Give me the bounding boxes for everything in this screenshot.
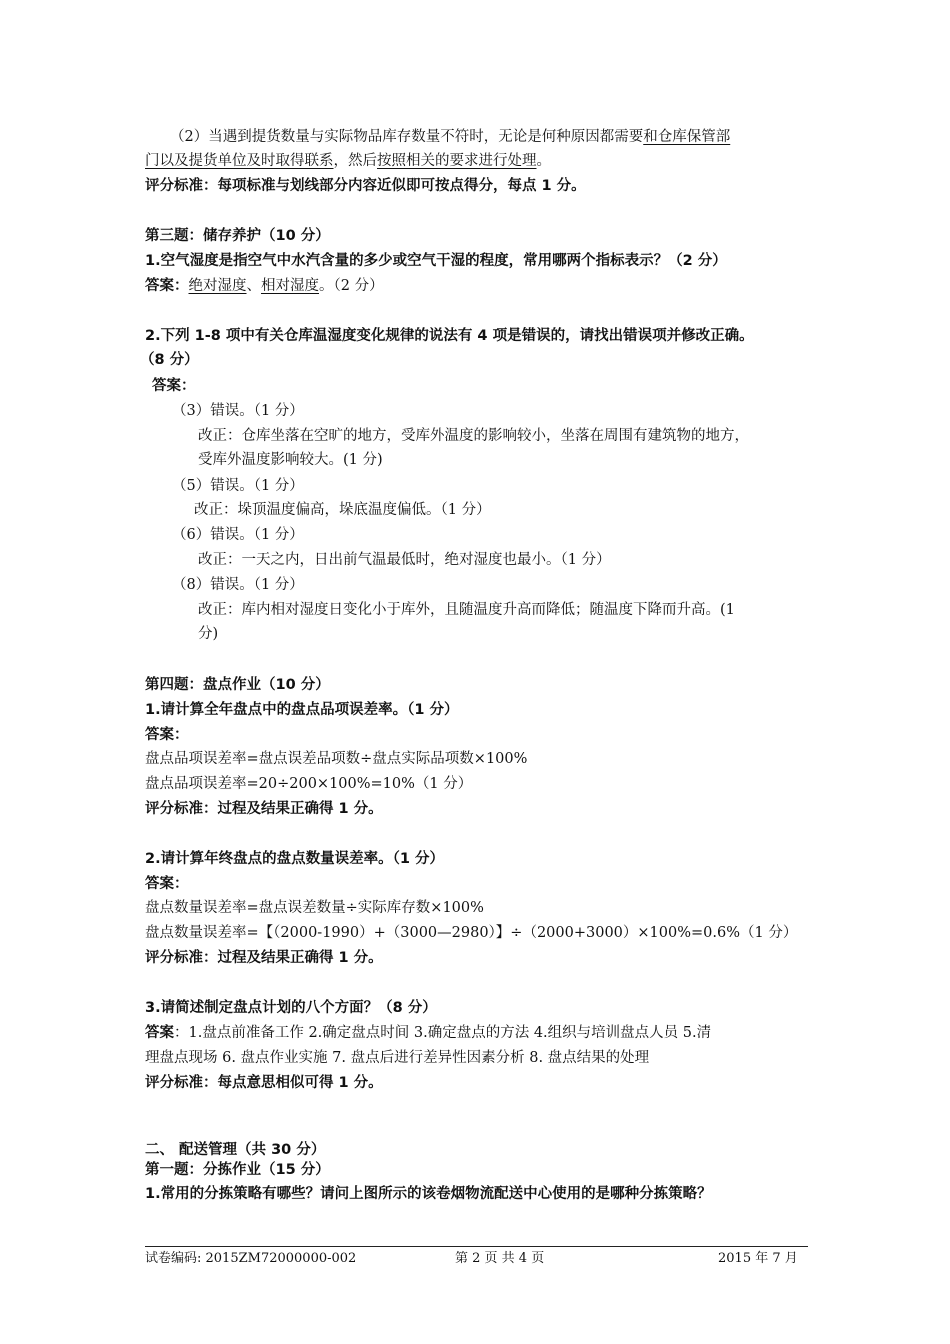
list-item: （6）错误。（1 分）: [172, 527, 304, 543]
question: 1.请计算全年盘点中的盘点品项误差率。（1 分）: [145, 702, 459, 718]
formula: 盘点品项误差率=20÷200×100%=10%（1 分）: [145, 776, 473, 792]
part-heading: 二、 配送管理（共 30 分）: [145, 1142, 326, 1158]
scoring-standard: 评分标准：每点意思相似可得 1 分。: [145, 1075, 383, 1091]
list-item-detail: 改正：垛顶温度偏高，垛底温度偏低。（1 分）: [194, 502, 491, 518]
underlined-text: 门以及提货单位及时取得联系: [145, 153, 334, 169]
scoring-standard: 评分标准：过程及结果正确得 1 分。: [145, 950, 383, 966]
question: 2.请计算年终盘点的盘点数量误差率。（1 分）: [145, 851, 444, 867]
section-heading: 第一题：分拣作业（15 分）: [145, 1162, 330, 1178]
formula: 盘点数量误差率=【（2000-1990）+（3000—2980）】÷（2000+3000）×100%=0.6%（1 分）: [145, 925, 798, 941]
answer-label: 答案：: [145, 278, 189, 294]
text: 、: [246, 278, 261, 294]
text: ，然后: [333, 153, 377, 169]
text: 。（2 分）: [319, 278, 384, 294]
underlined-text: 相对湿度: [261, 278, 319, 294]
formula: 盘点品项误差率=盘点误差品项数÷盘点实际品项数×100%: [145, 751, 528, 767]
text: ：1.盘点前准备工作 2.确定盘点时间 3.确定盘点的方法 4.组织与培训盘点人员 5.清: [174, 1025, 712, 1041]
underlined-text: 绝对湿度: [188, 278, 247, 294]
scoring-standard: 评分标准：每项标准与划线部分内容近似即可按点得分，每点 1 分。: [145, 178, 586, 194]
underlined-text: 和仓库保管部: [643, 129, 731, 145]
text: 。: [536, 153, 551, 169]
section-heading: 第四题：盘点作业（10 分）: [145, 677, 330, 693]
page-number: 第 2 页 共 4 页: [455, 1251, 545, 1266]
answer-label: 答案：: [145, 876, 189, 892]
answer-label: 答案：: [145, 727, 189, 743]
section-heading: 第三题：储存养护（10 分）: [145, 228, 330, 244]
list-item: （8）错误。（1 分）: [172, 577, 304, 593]
answer-line: 理盘点现场 6. 盘点作业实施 7. 盘点后进行差异性因素分析 8. 盘点结果的处理: [145, 1050, 650, 1066]
list-item-detail: 分): [198, 626, 219, 642]
question: 1.常用的分拣策略有哪些？请问上图所示的该卷烟物流配送中心使用的是哪种分拣策略？: [145, 1186, 712, 1202]
answer-label: 答案：: [152, 378, 196, 394]
answer-line: [145, 276, 384, 296]
question: （8 分）: [140, 352, 199, 368]
exam-code: 试卷编码: 2015ZM72000000-002: [145, 1251, 357, 1266]
list-item: （3）错误。（1 分）: [172, 403, 304, 419]
paragraph-line: [145, 151, 551, 171]
paragraph-line: [170, 127, 730, 147]
list-item-detail: 改正：一天之内，日出前气温最低时，绝对湿度也最小。（1 分）: [198, 552, 611, 568]
list-item: （5）错误。（1 分）: [172, 478, 304, 494]
list-item-detail: 改正：仓库坐落在空旷的地方，受库外温度的影响较小，坐落在周围有建筑物的地方，: [198, 428, 749, 444]
footer-divider: [145, 1246, 808, 1247]
question: 2.下列 1-8 项中有关仓库温湿度变化规律的说法有 4 项是错误的，请找出错误项并修改正确。: [145, 328, 754, 344]
exam-date: 2015 年 7 月: [718, 1251, 798, 1266]
answer-label: 答案: [145, 1025, 174, 1041]
answer-line: [145, 1023, 711, 1043]
question: 1.空气湿度是指空气中水汽含量的多少或空气干湿的程度，常用哪两个指标表示？（2 分）: [145, 253, 727, 269]
question: 3.请简述制定盘点计划的八个方面？（8 分）: [145, 1000, 437, 1016]
list-item-detail: 受库外温度影响较大。(1 分): [198, 452, 383, 468]
scoring-standard: 评分标准：过程及结果正确得 1 分。: [145, 801, 383, 817]
formula: 盘点数量误差率=盘点误差数量÷实际库存数×100%: [145, 900, 484, 916]
text: （2）当遇到提货数量与实际物品库存数量不符时，无论是何种原因都需要: [170, 129, 644, 145]
list-item-detail: 改正：库内相对湿度日变化小于库外，且随温度升高而降低；随温度下降而升高。(1: [198, 602, 735, 618]
underlined-text: 按照相关的要求进行处理: [377, 153, 537, 169]
